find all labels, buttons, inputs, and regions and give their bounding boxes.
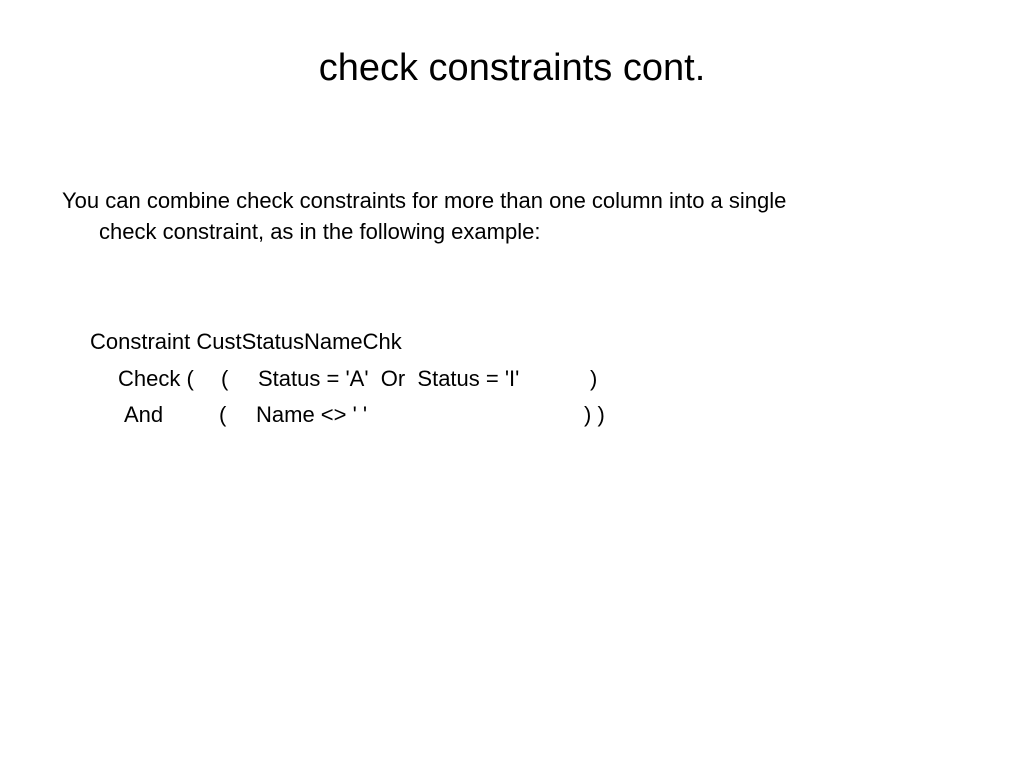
code-and-condition: Name <> ' ' xyxy=(256,402,368,427)
code-and-keyword: And xyxy=(124,402,164,427)
body-text-line-2: check constraint, as in the following example: xyxy=(99,219,541,244)
code-check-open-paren: ( xyxy=(221,366,229,391)
slide-body-text xyxy=(62,185,942,247)
code-constraint-name: Constraint CustStatusNameChk xyxy=(90,329,402,354)
body-text-line-1: You can combine check constraints for more than one column into a single xyxy=(62,188,787,213)
code-and-close-parens: ) ) xyxy=(584,402,605,427)
slide-title: check constraints cont. xyxy=(318,47,706,89)
code-check-close-paren: ) xyxy=(590,366,598,391)
code-check-condition: Status = 'A' Or Status = 'I' xyxy=(258,366,520,391)
code-line-and xyxy=(0,401,605,569)
code-and-open-paren: ( xyxy=(219,402,227,427)
code-check-keyword: Check ( xyxy=(118,366,194,391)
